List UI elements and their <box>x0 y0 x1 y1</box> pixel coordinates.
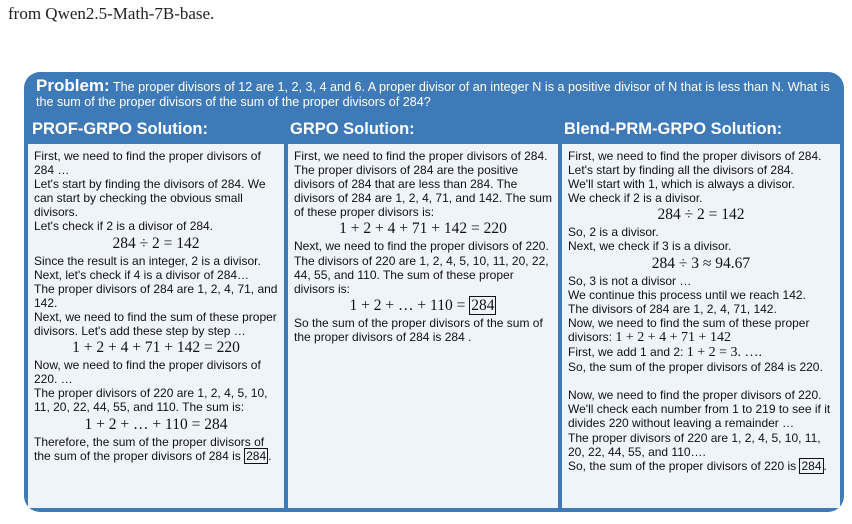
solution-line: Now, we need to find the proper divisors of 220. … <box>34 358 261 387</box>
divisors-sum-math: 1 + 2 + 4 + 71 + 142 <box>615 329 731 345</box>
spacer <box>568 374 834 388</box>
solution-line <box>568 345 834 360</box>
prof-grpo-solution <box>28 144 284 508</box>
equation: 1 + 2 + … + 110 = 284 <box>84 415 228 433</box>
solution-line: Since the result is an integer, 2 is a divisor. <box>34 253 261 268</box>
solution-line: We'll start with 1, which is always a divisor. <box>568 177 795 192</box>
solution-line: Let's check if 2 is a divisor of 284. <box>34 219 214 234</box>
equation-left: 1 + 2 + … + 110 = <box>349 296 466 314</box>
grpo-solution <box>288 144 558 508</box>
solution-line: Next, we need to find the sum of these proper divisors. Let's add these step by step … <box>34 309 277 339</box>
solution-line: So, 3 is not a divisor … <box>568 273 692 288</box>
solution-line: Let's start by finding all the divisors of 284. <box>568 163 794 178</box>
equation <box>294 297 552 315</box>
equation: 284 ÷ 2 = 142 <box>657 206 745 224</box>
final-answer-box: 284 <box>246 448 267 463</box>
grpo-title: GRPO Solution: <box>290 120 415 138</box>
final-answer-box: 284 <box>801 458 822 473</box>
equation: 284 ÷ 3 ≈ 94.67 <box>651 254 751 272</box>
solution-line: The proper divisors of 220 are 1, 2, 4, 5, 10, 11, 20, 22, 44, 55, and 110. The sum is: <box>34 386 268 415</box>
final-text: Therefore, the sum of the proper divisors of the sum of the proper divisors of 284 is <box>34 434 265 463</box>
solution-line: The proper divisors of 220 are 1, 2, 4, 5, 10, 11, 20, 22, 44, 55, and 110…. <box>568 430 821 459</box>
final-period: . <box>268 448 272 463</box>
problem-text: The proper divisors of 12 are 1, 2, 3, 4 and 6. A proper divisor of an integer N is a positive divisor of N that is less than N. What is the sum of the proper divisors of the sum of the proper divisors of 284? <box>36 80 830 109</box>
solution-line: First, we need to find the proper divisors of 284 … <box>34 149 261 178</box>
blend-prm-grpo-title: Blend-PRM-GRPO Solution: <box>564 120 783 138</box>
solution-line: We check if 2 is a divisor. <box>568 191 703 206</box>
problem-label: Problem: <box>36 76 110 95</box>
solution-line: So, the sum of the proper divisors of 284 is 220. <box>568 360 823 375</box>
solution-line: We'll check each number from 1 to 219 to see if it divides 220 without leaving a remainder … <box>568 402 831 431</box>
equation: 284 ÷ 2 = 142 <box>112 234 200 252</box>
problem-statement <box>36 78 832 110</box>
solution-final: So the sum of the proper divisors of the sum of the proper divisors of 284 is 284 . <box>294 315 543 344</box>
equation: 1 + 2 + 4 + 71 + 142 = 220 <box>72 339 240 357</box>
solution-final <box>568 459 834 473</box>
solution-line: Let's start by finding the divisors of 284. We can start by checking the obvious small divisors. <box>34 177 266 220</box>
final-answer-box: 284 <box>471 296 495 314</box>
solution-line: First, we need to find the proper divisors of 284. <box>568 149 822 163</box>
final-period: . <box>823 458 827 473</box>
solution-line: Next, we need to find the proper divisors of 220. The divisors of 220 are 1, 2, 4, 5, 10, 11, 20, 22, 44, 55, and 110. The sum of these proper divisors is: <box>294 239 549 296</box>
solution-line: We continue this process until we reach 142. <box>568 287 806 302</box>
solution-line: So, 2 is a divisor. <box>568 225 659 240</box>
solution-line: Now, we need to find the sum of these proper <box>568 315 810 330</box>
blend-prm-grpo-solution <box>562 144 840 508</box>
solution-line: The divisors of 284 are 1, 2, 4, 71, 142. <box>568 301 777 316</box>
first-add-math: 1 + 2 = 3. …. <box>686 345 763 361</box>
divisors-label: divisors: <box>568 329 613 344</box>
first-add-label: First, we add 1 and 2: <box>568 345 684 360</box>
solution-line: First, we need to find the proper divisors of 284. The proper divisors of 284 are the positive divisors of 284 that are less than 284. The divisors of 284 are 1, 2, 4, 71, and 142. The sum of these proper divisors is: <box>294 149 552 220</box>
solution-line: The proper divisors of 284 are 1, 2, 4, 71, and 142. <box>34 281 278 310</box>
equation: 1 + 2 + 4 + 71 + 142 = 220 <box>339 220 507 238</box>
intro-text: from Qwen2.5-Math-7B-base. <box>8 4 215 23</box>
final-text: So, the sum of the proper divisors of 220 is <box>568 458 797 473</box>
prof-grpo-title: PROF-GRPO Solution: <box>32 120 208 138</box>
solution-line: Next, let's check if 4 is a divisor of 284… <box>34 267 250 282</box>
solution-line: Next, we check if 3 is a divisor. <box>568 239 732 254</box>
solution-line <box>568 330 834 345</box>
solution-final <box>34 435 278 463</box>
comparison-card <box>24 72 844 512</box>
solution-line: Now, we need to find the proper divisors of 220. <box>568 388 822 403</box>
